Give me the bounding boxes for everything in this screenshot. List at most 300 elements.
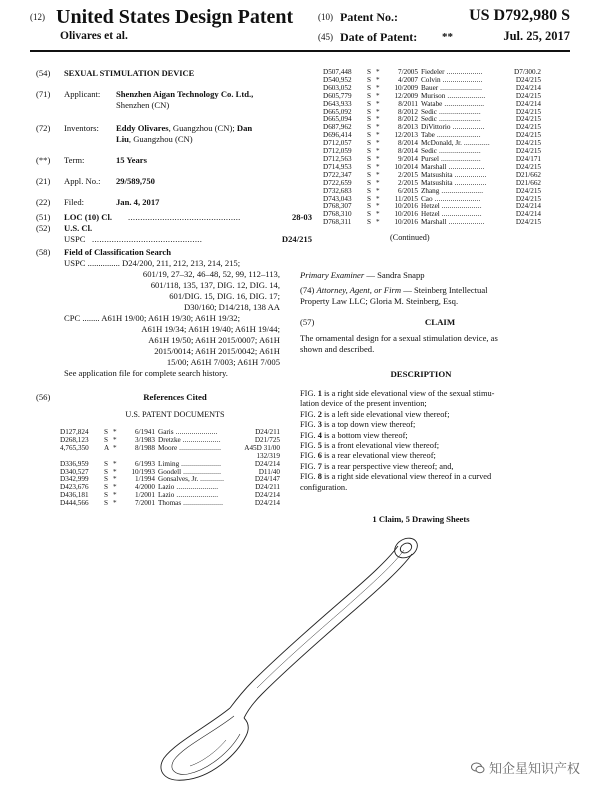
reference-inventor: Hetzel ....................: [421, 202, 482, 211]
reference-asterisk: *: [376, 218, 380, 227]
references-table-right: [323, 69, 541, 227]
dot-leader: .....................: [436, 107, 481, 116]
figure-description-line: configuration.: [300, 482, 348, 492]
reference-class: 132/319: [256, 451, 280, 460]
reference-class: D24/214: [515, 99, 541, 108]
device-drawing: [150, 530, 450, 785]
applicant-name: Shenzhen Aigan Technology Co. Ltd.,: [116, 89, 254, 99]
reference-number: D444,566: [60, 499, 89, 508]
reference-date: 6/1941: [135, 428, 155, 436]
field-uspc-line: 601/19, 27–32, 46–48, 52, 99, 112–113,: [142, 269, 280, 279]
reference-date: 8/2014: [398, 139, 418, 148]
reference-inventor: Hetzel ....................: [421, 210, 482, 219]
date-label: Date of Patent:: [340, 30, 418, 44]
reference-inventor: McDonald, Jr. .............: [421, 139, 490, 148]
attorney-code: (74): [300, 285, 315, 295]
reference-number: D722,659: [323, 178, 352, 187]
reference-kind: S: [104, 499, 108, 508]
reference-inventor: Matsushita ................: [421, 178, 487, 187]
reference-asterisk: *: [376, 83, 380, 92]
loc-code: (51): [36, 212, 51, 222]
code-45: (45): [318, 32, 333, 42]
title-code: (54): [36, 68, 51, 78]
dot-leader: ................: [452, 170, 487, 179]
reference-row: [60, 445, 280, 453]
reference-date: 2/2015: [398, 178, 418, 187]
reference-date: 4/2000: [135, 483, 155, 492]
reference-kind: S: [367, 194, 371, 203]
reference-kind: S: [367, 68, 371, 76]
reference-number: D340,527: [60, 467, 89, 476]
reference-class: D24/215: [515, 139, 541, 148]
filed-code: (22): [36, 197, 51, 207]
inventors-line-1: Eddy Olivares, Guangzhou (CN); Dan: [116, 123, 253, 133]
reference-date: 8/2014: [398, 147, 418, 156]
reference-class: D24/215: [515, 123, 541, 132]
reference-inventor: Watabe ....................: [421, 99, 485, 108]
reference-kind: S: [367, 107, 371, 116]
dot-leader: .....................: [174, 483, 219, 492]
reference-number: D665,094: [323, 115, 352, 124]
reference-asterisk: *: [376, 194, 380, 203]
reference-number: D696,414: [323, 131, 352, 140]
reference-asterisk: *: [376, 68, 380, 76]
reference-date: 12/2009: [394, 91, 418, 100]
reference-kind: S: [104, 491, 108, 500]
reference-class: D7/300.2: [514, 68, 541, 76]
reference-date: 4/2007: [398, 75, 418, 84]
field-uspc-line: D30/160; D14/218, 138 AA: [184, 302, 280, 312]
reference-inventor: Lazio .....................: [158, 491, 219, 500]
applicant-label: Applicant:: [64, 89, 101, 99]
attorney-text-2: Property Law LLC; Gloria M. Steinberg, Esq.: [300, 296, 459, 306]
claim-code: (57): [300, 317, 315, 327]
patent-number: US D792,980 S: [469, 7, 570, 24]
figure-list: [300, 389, 545, 493]
reference-date: 10/2016: [394, 210, 418, 219]
reference-kind: A: [104, 443, 110, 452]
dot-leader: .............: [461, 139, 490, 148]
reference-kind: S: [367, 186, 371, 195]
figure-description-line: FIG. 2 is a left side elevational view thereof;: [300, 409, 450, 419]
reference-inventor: DiVittorio ................: [421, 123, 485, 132]
reference-number: D127,824: [60, 428, 89, 436]
reference-kind: S: [104, 435, 108, 444]
dot-leader: .....................: [177, 443, 222, 452]
reference-kind: S: [367, 218, 371, 227]
figure-description-line: FIG. 1 is a right side elevational view of the sexual stimu-: [300, 389, 495, 398]
field-uspc-block: [64, 258, 280, 379]
reference-class: D24/215: [515, 75, 541, 84]
claims-sheets-summary: 1 Claim, 5 Drawing Sheets: [372, 514, 470, 524]
field-label: Field of Classification Search: [64, 247, 172, 257]
reference-number: D687,962: [323, 123, 352, 132]
reference-kind: S: [367, 178, 371, 187]
reference-inventor: Sedic .....................: [421, 115, 481, 124]
references-continued: (Continued): [390, 233, 430, 242]
head-outline: [161, 708, 248, 780]
dot-leader: ....................: [442, 99, 485, 108]
reference-kind: S: [367, 131, 371, 140]
reference-date: 10/2016: [394, 202, 418, 211]
reference-row: [323, 219, 541, 227]
reference-asterisk: *: [113, 491, 117, 500]
reference-asterisk: *: [376, 154, 380, 163]
watermark: [471, 758, 580, 777]
reference-kind: S: [367, 162, 371, 171]
attorney-text-1: — Steinberg Intellectual: [401, 285, 488, 295]
term-label: Term:: [64, 155, 85, 165]
reference-class: D21/725: [254, 435, 280, 444]
reference-class: D24/215: [515, 147, 541, 156]
tip-bulb-inner: [399, 541, 414, 555]
figure-description-line: FIG. 7 is a rear perspective view thereof; and,: [300, 461, 454, 471]
claim-text: The ornamental design for a sexual stimulation device, as shown and described.: [300, 333, 498, 354]
reference-number: D714,953: [323, 162, 352, 171]
reference-number: D722,347: [323, 170, 352, 179]
reference-asterisk: *: [113, 467, 117, 476]
reference-number: D342,999: [60, 475, 89, 484]
dot-leader: ....................: [439, 202, 482, 211]
reference-inventor: Liming ....................: [158, 459, 222, 468]
field-cpc-line: CPC ........ A61H 19/00; A61H 19/30; A61H 19/32;: [64, 313, 240, 323]
code-10: (10): [318, 12, 333, 22]
uspc-value: D24/215: [281, 234, 312, 244]
reference-inventor: Sedic .....................: [421, 147, 481, 156]
appl-number: 29/589,750: [116, 176, 155, 186]
reference-kind: S: [104, 475, 108, 484]
reference-class: D24/215: [515, 115, 541, 124]
reference-number: D712,057: [323, 139, 352, 148]
figure-description-line: FIG. 4 is a bottom view thereof;: [300, 430, 408, 440]
dot-leader: ................: [452, 178, 487, 187]
reference-number: D768,310: [323, 210, 352, 219]
dot-leader: .....................: [436, 115, 481, 124]
field-cpc-line: 15/00; A61H 7/003; A61H 7/005: [166, 357, 280, 367]
see-application-note: See application file for complete search history.: [64, 368, 228, 378]
reference-class: D24/211: [255, 483, 280, 492]
handle-centre-line: [257, 550, 404, 688]
reference-asterisk: *: [376, 123, 380, 132]
reference-number: D743,043: [323, 194, 352, 203]
tip-bulb: [391, 534, 421, 562]
reference-inventor: Marshall ..................: [421, 218, 485, 227]
reference-number: D605,779: [323, 91, 352, 100]
appl-label: Appl. No.:: [64, 176, 101, 186]
reference-class: A45D 31/00: [244, 443, 280, 452]
reference-inventor: Moore .....................: [158, 443, 222, 452]
references-heading: References Cited: [143, 392, 207, 402]
reference-date: 12/2013: [394, 131, 418, 140]
reference-date: 8/2011: [398, 99, 418, 108]
reference-date: 2/2015: [398, 170, 418, 179]
field-uspc-line: 601/118, 135, 137, DIG. 12, DIG. 14,: [150, 280, 280, 290]
reference-asterisk: *: [376, 186, 380, 195]
reference-inventor: Dretzke ...................: [158, 435, 221, 444]
inventors-line-2: Liu, Guangzhou (CN): [116, 134, 193, 144]
reference-date: 8/2012: [398, 107, 418, 116]
wechat-logo-icon: [471, 761, 485, 775]
reference-class: D24/215: [515, 131, 541, 140]
dot-leader: .....................: [173, 428, 218, 436]
reference-asterisk: *: [376, 99, 380, 108]
field-cpc-line: A61H 19/50; A61H 2015/0007; A61H: [148, 335, 280, 345]
reference-date: 10/2016: [394, 218, 418, 227]
reference-asterisk: *: [376, 91, 380, 100]
loc-value: 28-03: [291, 212, 312, 222]
dot-leader: ....................: [179, 459, 222, 468]
reference-kind: S: [367, 154, 371, 163]
reference-number: 4,765,350: [60, 443, 89, 452]
loc-dots: ..............................................: [128, 212, 241, 222]
reference-inventor: Marshall ..................: [421, 162, 485, 171]
reference-date: 7/2005: [398, 68, 418, 76]
reference-class: D24/211: [255, 428, 280, 436]
reference-class: D24/215: [515, 107, 541, 116]
dot-leader: ......................: [434, 131, 481, 140]
references-code: (56): [36, 392, 51, 402]
reference-number: D423,676: [60, 483, 89, 492]
reference-date: 11/2015: [394, 194, 418, 203]
reference-asterisk: *: [376, 202, 380, 211]
reference-class: D24/215: [515, 218, 541, 227]
reference-inventor: Lazio .....................: [158, 483, 219, 492]
document-type: United States Design Patent: [56, 6, 294, 28]
figure-description-line: FIG. 5 is a front elevational view thereof;: [300, 441, 440, 451]
reference-number: D665,092: [323, 107, 352, 116]
reference-asterisk: *: [113, 475, 117, 484]
reference-class: D24/214: [515, 83, 541, 92]
reference-date: 3/1983: [135, 435, 155, 444]
figure-description-line: FIG. 6 is a rear elevational view thereof;: [300, 451, 436, 461]
dot-leader: ....................: [438, 154, 481, 163]
attorney-label: Attorney, Agent, or Firm: [316, 285, 402, 295]
reference-class: D24/171: [515, 154, 541, 163]
reference-inventor: Matsushita ................: [421, 170, 487, 179]
reference-inventor: Fiedeler ..................: [421, 68, 483, 76]
filed-label: Filed:: [64, 197, 85, 207]
description-heading: DESCRIPTION: [390, 369, 452, 379]
reference-date: 7/2001: [135, 499, 155, 508]
reference-inventor: Tabe ......................: [421, 131, 481, 140]
reference-class: D24/214: [515, 210, 541, 219]
reference-asterisk: *: [376, 139, 380, 148]
reference-asterisk: *: [376, 131, 380, 140]
date-marker: **: [442, 31, 453, 43]
reference-date: 8/2013: [398, 123, 418, 132]
reference-asterisk: *: [376, 210, 380, 219]
dot-leader: .....................: [439, 186, 484, 195]
us-patent-documents-heading: U.S. PATENT DOCUMENTS: [125, 410, 225, 419]
reference-inventor: Pursel ....................: [421, 154, 481, 163]
reference-kind: S: [367, 210, 371, 219]
reference-inventor: Murison ...................: [421, 91, 486, 100]
reference-inventor: Bauer .....................: [421, 83, 483, 92]
attorney-block: [300, 285, 488, 307]
inventors-code: (72): [36, 123, 51, 133]
reference-number: D732,683: [323, 186, 352, 195]
reference-date: 6/1993: [135, 459, 155, 468]
reference-number: D643,933: [323, 99, 352, 108]
field-uspc-line: USPC ............... D24/200, 211, 212, 213, 214, 215;: [64, 258, 241, 268]
dot-leader: .......................: [432, 194, 481, 203]
dot-leader: ..................: [444, 68, 483, 76]
reference-kind: S: [367, 123, 371, 132]
handle-edge-lower: [244, 554, 412, 718]
reference-kind: S: [367, 147, 371, 156]
field-uspc-line: 601/DIG. 15, DIG. 16, DIG. 17;: [169, 291, 280, 301]
reference-number: D507,448: [323, 68, 352, 76]
reference-class: D24/215: [515, 162, 541, 171]
term-code: (**): [36, 155, 51, 165]
head-highlight: [190, 740, 226, 766]
reference-class: D24/214: [515, 202, 541, 211]
reference-asterisk: *: [113, 483, 117, 492]
dot-leader: ....................: [440, 75, 483, 84]
primary-examiner-name: Sandra Snapp: [377, 270, 425, 280]
filed-date: Jan. 4, 2017: [116, 197, 160, 207]
applicant-code: (71): [36, 89, 51, 99]
reference-kind: S: [367, 75, 371, 84]
reference-class: D24/215: [515, 186, 541, 195]
reference-class: D21/662: [515, 170, 541, 179]
header-rule: [30, 50, 570, 52]
reference-number: D540,952: [323, 75, 352, 84]
dot-leader: ............: [198, 475, 225, 484]
reference-kind: S: [367, 170, 371, 179]
patent-no-label: Patent No.:: [340, 10, 398, 24]
dot-leader: .....................: [436, 147, 481, 156]
reference-kind: S: [367, 99, 371, 108]
reference-number: D768,311: [323, 218, 352, 227]
reference-class: D21/662: [515, 178, 541, 187]
reference-class: D24/147: [254, 475, 280, 484]
claim-heading: CLAIM: [424, 317, 456, 327]
watermark-text: 知企星知识产权: [488, 762, 580, 777]
reference-kind: S: [367, 83, 371, 92]
date-of-patent: Jul. 25, 2017: [503, 29, 570, 43]
reference-number: D268,123: [60, 435, 89, 444]
figure-description-line: FIG. 8 is a right side elevational view thereof in a curved: [300, 472, 492, 482]
inventor-short: Olivares et al.: [60, 30, 128, 42]
reference-class: D24/214: [254, 499, 280, 508]
reference-asterisk: *: [376, 162, 380, 171]
reference-date: 8/1988: [135, 443, 155, 452]
dot-leader: ...................: [180, 435, 221, 444]
reference-kind: S: [104, 459, 108, 468]
reference-number: D336,959: [60, 459, 89, 468]
applicant-location: Shenzhen (CN): [116, 100, 170, 110]
reference-date: 10/2009: [394, 83, 418, 92]
reference-class: D24/215: [515, 194, 541, 203]
reference-number: D712,059: [323, 147, 352, 156]
reference-asterisk: *: [113, 459, 117, 468]
reference-number: D768,307: [323, 202, 352, 211]
code-12: (12): [30, 12, 45, 22]
reference-asterisk: *: [113, 443, 117, 452]
dot-leader: ....................: [181, 499, 224, 508]
reference-class: D11/40: [258, 467, 280, 476]
figure-description-line: lation device of the present invention;: [300, 399, 427, 409]
reference-inventor: Goodell ...................: [158, 467, 222, 476]
reference-number: D712,563: [323, 154, 352, 163]
reference-date: 10/2014: [394, 162, 418, 171]
reference-inventor: Sedic .....................: [421, 107, 481, 116]
dot-leader: ..................: [446, 162, 485, 171]
dot-leader: ...................: [445, 91, 486, 100]
reference-kind: S: [367, 91, 371, 100]
term-value: 15 Years: [116, 155, 147, 165]
reference-inventor: Colvin ....................: [421, 75, 483, 84]
reference-asterisk: *: [376, 115, 380, 124]
reference-date: 10/1993: [131, 467, 155, 476]
uscl-label: U.S. Cl.: [64, 223, 93, 233]
reference-inventor: Gonsalves, Jr. ............: [158, 475, 225, 484]
reference-date: 8/2012: [398, 115, 418, 124]
reference-kind: S: [104, 483, 108, 492]
uscl-code: (52): [36, 223, 51, 233]
reference-kind: S: [367, 139, 371, 148]
reference-inventor: Garis .....................: [158, 428, 218, 436]
reference-inventor: Thomas ....................: [158, 499, 224, 508]
reference-inventor: Cao .......................: [421, 194, 481, 203]
reference-kind: S: [104, 428, 108, 436]
reference-kind: S: [367, 115, 371, 124]
dot-leader: .....................: [438, 83, 483, 92]
reference-class: D24/214: [254, 491, 280, 500]
reference-number: D436,181: [60, 491, 89, 500]
figure-description-line: FIG. 3 is a top down view thereof;: [300, 420, 416, 430]
reference-asterisk: *: [376, 170, 380, 179]
reference-number: D603,052: [323, 83, 352, 92]
inventors-label: Inventors:: [64, 123, 99, 133]
reference-date: 6/2015: [398, 186, 418, 195]
field-cpc-line: 2015/0014; A61H 2015/0042; A61H: [154, 346, 280, 356]
field-cpc-line: A61H 19/34; A61H 19/40; A61H 19/44;: [141, 324, 280, 334]
reference-asterisk: *: [376, 178, 380, 187]
dot-leader: ...................: [181, 467, 222, 476]
reference-asterisk: *: [113, 499, 117, 508]
reference-asterisk: *: [376, 75, 380, 84]
reference-asterisk: *: [113, 435, 117, 444]
primary-examiner: Primary Examiner — Sandra Snapp: [300, 270, 425, 280]
reference-asterisk: *: [113, 428, 117, 436]
uspc-dots: .............................................: [92, 234, 203, 244]
reference-row: [60, 500, 280, 508]
reference-date: 1/1994: [135, 475, 155, 484]
reference-kind: S: [367, 202, 371, 211]
title: SEXUAL STIMULATION DEVICE: [64, 69, 195, 78]
dot-leader: ................: [450, 123, 485, 132]
handle-edge-upper: [230, 546, 398, 708]
dot-leader: .....................: [174, 491, 219, 500]
reference-date: 9/2014: [398, 154, 418, 163]
reference-asterisk: *: [376, 147, 380, 156]
reference-class: D24/215: [515, 91, 541, 100]
uspc-label: USPC: [64, 234, 86, 244]
primary-examiner-label: Primary Examiner: [300, 270, 365, 280]
appl-code: (21): [36, 176, 51, 186]
references-table-left: [60, 429, 280, 508]
dot-leader: ..................: [446, 218, 485, 227]
loc-label: LOC (10) Cl.: [64, 212, 112, 222]
reference-class: D24/214: [254, 459, 280, 468]
reference-asterisk: *: [376, 107, 380, 116]
dot-leader: ....................: [439, 210, 482, 219]
reference-inventor: Zhang .....................: [421, 186, 484, 195]
reference-date: 1/2001: [135, 491, 155, 500]
reference-kind: S: [104, 467, 108, 476]
